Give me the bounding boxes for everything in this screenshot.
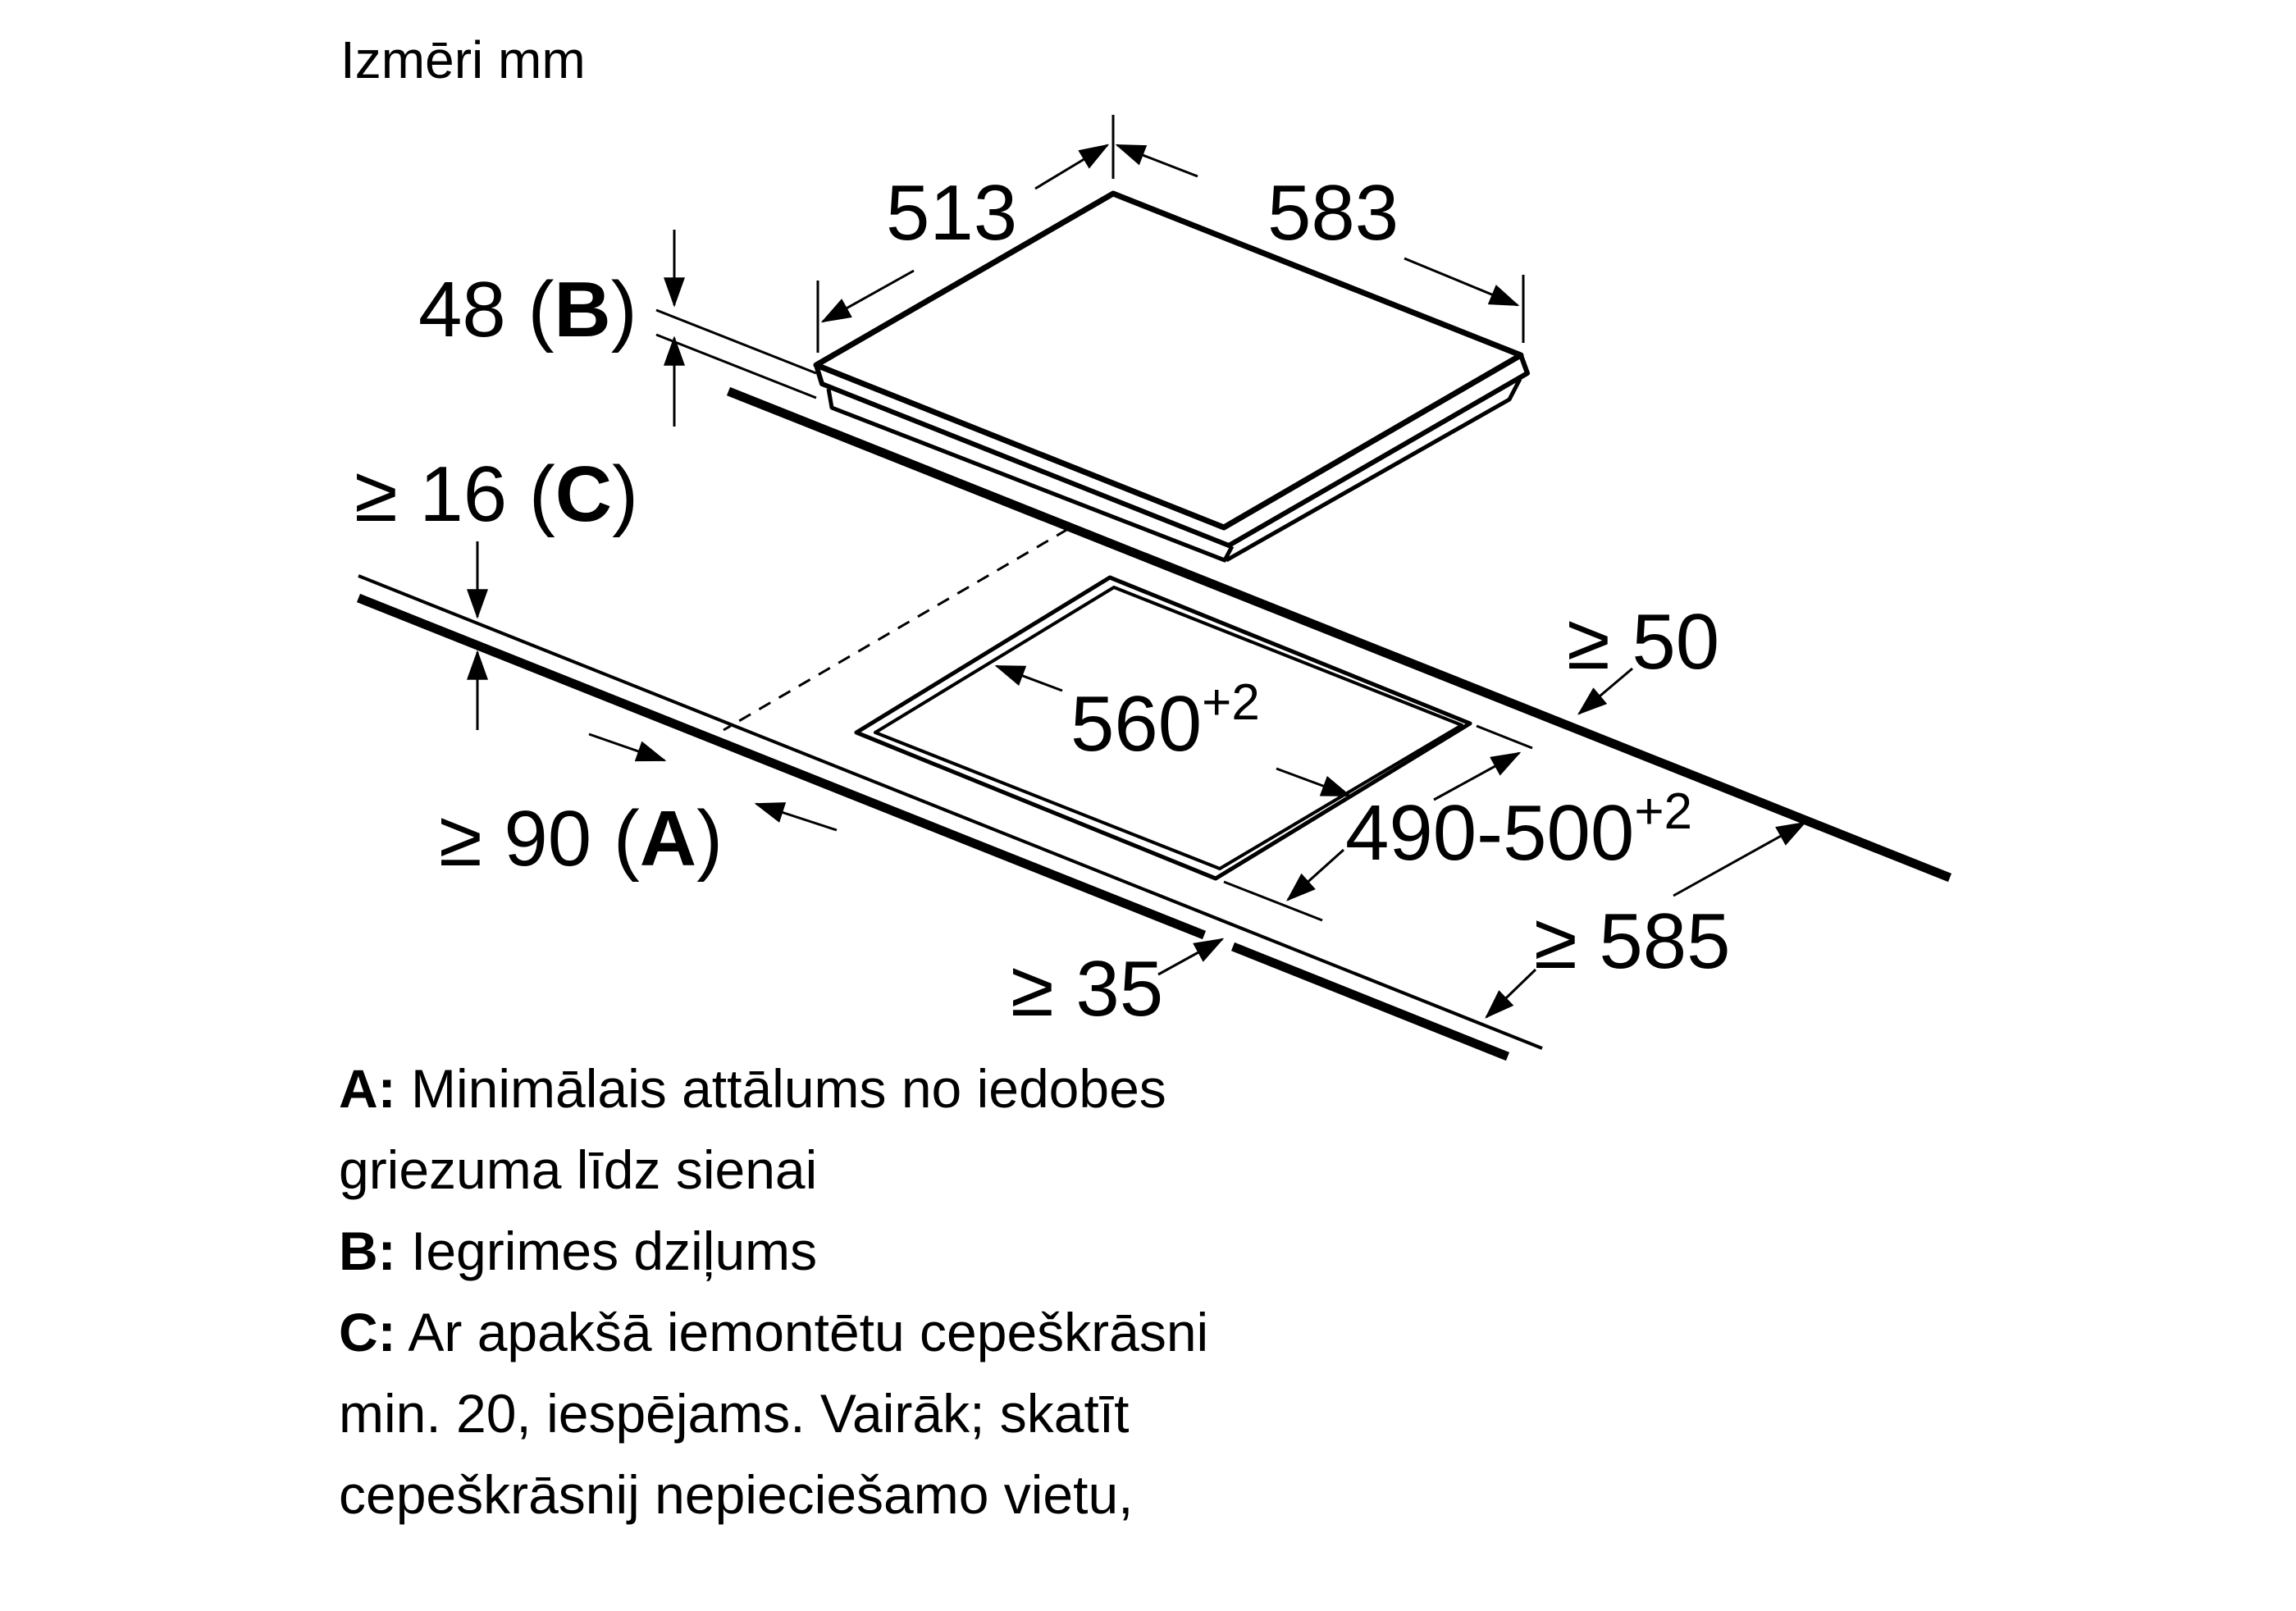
cutout-depth-label: $490-500^{+2}$	[1345, 783, 1693, 877]
note-b: B: Iegrimes dziļums	[339, 1221, 818, 1281]
units-caption: Izmēri mm	[340, 30, 586, 89]
legend-notes	[339, 1048, 1405, 1536]
note-c: C: Ar apakšā iemontētu cepeškrāsni	[339, 1302, 1209, 1362]
depth-label: 513	[886, 169, 1018, 257]
width-label: 583	[1267, 169, 1399, 257]
note-c-line-3: cepeškrāsnij nepieciešamo vietu,	[339, 1464, 1134, 1525]
cutout-width-label: $560^{+2}$	[1070, 674, 1260, 768]
wall-clearance-label: ≥ 90 (A)	[439, 795, 723, 883]
front-clearance-label: ≥ 35	[1011, 945, 1164, 1033]
side-clearance-label: ≥ 50	[1567, 598, 1720, 686]
projection-line	[723, 529, 1068, 730]
note-c-line-2: min. 20, iespējams. Vairāk; skatīt	[339, 1383, 1130, 1444]
oven-clearance-label: ≥ 16 (C)	[354, 450, 639, 538]
note-a: A: Minimālais attālums no iedobes	[339, 1058, 1166, 1119]
note-a-continued: griezuma līdz sienai	[339, 1139, 818, 1200]
worktop-depth-label: ≥ 585	[1534, 897, 1731, 985]
recess-depth-label: 48 (B)	[418, 266, 637, 354]
